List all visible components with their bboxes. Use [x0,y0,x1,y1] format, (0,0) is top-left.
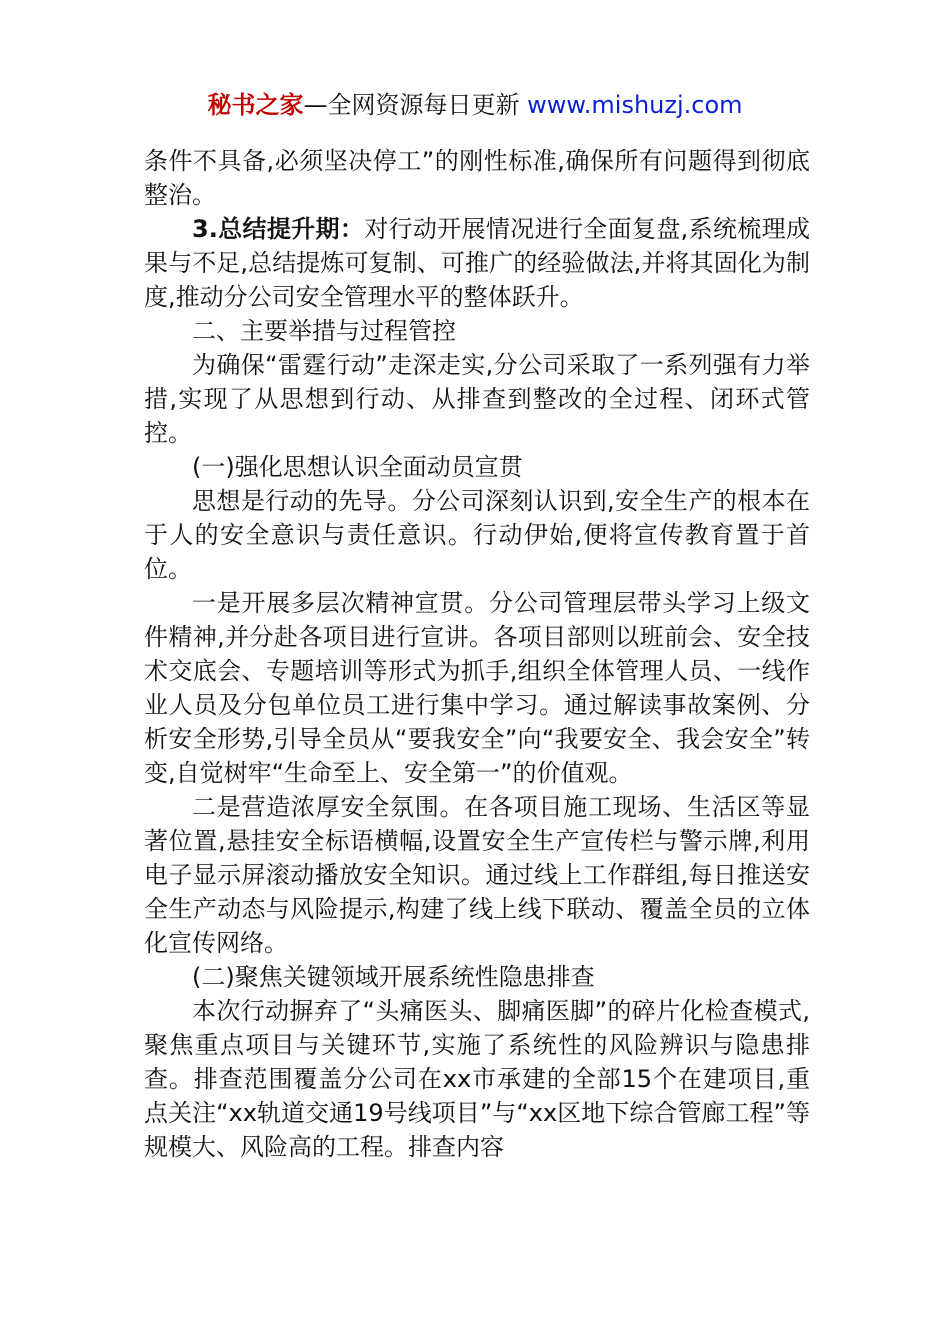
summary-phase-lead: 3.总结提升期： [192,215,365,243]
paragraph-continuation: 条件不具备,必须坚决停工”的刚性标准,确保所有问题得到彻底整治。 [144,147,810,209]
section-heading: 二、主要举措与过程管控 [192,317,456,345]
paragraph-thinking: 思想是行动的先导。分公司深刻认识到,安全生产的根本在于人的安全意识与责任意识。行动伊始,便将宣传教育置于首位。 [144,487,810,583]
header-slogan: —全网资源每日更新 [303,91,520,119]
brand-name: 秘书之家 [207,91,304,119]
paragraph-point-one: 一是开展多层次精神宣贯。分公司管理层带头学习上级文件精神,并分赴各项目进行宣讲。各项目部则以班前会、安全技术交底会、专题培训等形式为抓手,组织全体管理人员、一线作业人员及分包单位员工进行集中学习。通过解读事故案例、分析安全形势,引导全员从“要我安全”向“我要安全、我会安全”转变,自觉树牢“生命至上、安全第一”的价值观。 [144,589,810,787]
paragraph-point-two: 二是营造浓厚安全氛围。在各项目施工现场、生活区等显著位置,悬挂安全标语横幅,设置安全生产宣传栏与警示牌,利用电子显示屏滚动播放安全知识。通过线上工作群组,每日推送安全生产动态与风险提示,构建了线上线下联动、覆盖全员的立体化宣传网络。 [144,793,810,957]
document-body [144,144,810,1164]
subsection-heading-1: (一)强化思想认识全面动员宣贯 [192,453,523,481]
summary-phase-text: 对行动开展情况进行全面复盘,系统梳理成果与不足,总结提炼可复制、可推广的经验做法,并将其固化为制度,推动分公司安全管理水平的整体跃升。 [144,215,810,311]
paragraph-summary-phase [144,212,810,314]
paragraph-intro: 为确保“雷霆行动”走深走实,分公司采取了一系列强有力举措,实现了从思想到行动、从排查到整改的全过程、闭环式管控。 [144,351,810,447]
site-url-link[interactable]: www.mishuzj.com [527,91,743,119]
subsection-heading-2: (二)聚焦关键领域开展系统性隐患排查 [192,963,595,991]
paragraph-inspection: 本次行动摒弃了“头痛医头、脚痛医脚”的碎片化检查模式,聚焦重点项目与关键环节,实施了系统性的风险辨识与隐患排查。排查范围覆盖分公司在xx市承建的全部15个在建项目,重点关注“xx轨道交通19号线项目”与“xx区地下综合管廊工程”等规模大、风险高的工程。排查内容 [144,997,810,1161]
site-header [0,88,950,122]
